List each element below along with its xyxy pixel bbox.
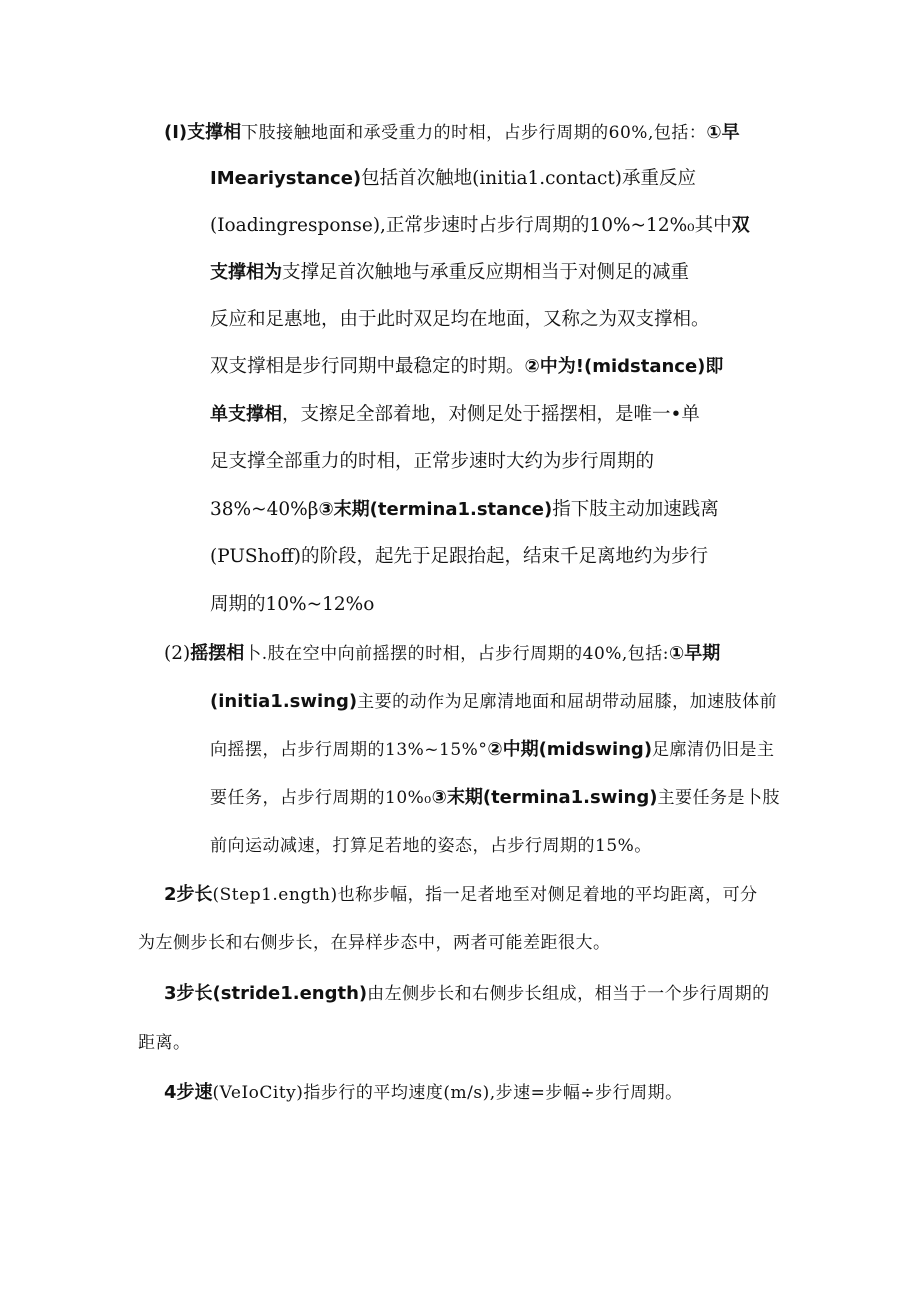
- text-segment: 支撑足首次触地与承重反应期相当于对侧足的减重: [282, 262, 690, 283]
- line-2: [210, 167, 696, 191]
- bold-text-segment: 2步长: [164, 884, 213, 905]
- text-segment: 主要任务是卜肢: [657, 788, 780, 808]
- text-segment: 指下肢主动加速践离: [552, 499, 719, 520]
- line-3: [210, 214, 750, 238]
- text-segment: 要任务，占步行周期的10%₀: [210, 788, 432, 808]
- bold-text-segment: ①早期: [669, 643, 721, 664]
- line-16: [210, 834, 652, 858]
- bold-text-segment: ③末期(termina1.stance): [318, 499, 553, 520]
- line-15: [210, 786, 780, 810]
- text-segment: (Ioadingresponse),正常步速时占步行周期的10%~12%₀其中: [210, 215, 732, 236]
- text-segment: 反应和足惠地，由于此时双足均在地面，又称之为双支撑相。: [210, 309, 710, 330]
- text-segment: (Step1.ength)也称步幅，指一足者地至对侧足着地的平均距离，可分: [212, 885, 758, 905]
- line-8: [210, 450, 654, 474]
- line-1: [164, 121, 740, 145]
- text-segment: (VeIoCity)指步行的平均速度(m/s),步速=步幅÷步行周期。: [212, 1083, 683, 1103]
- bold-text-segment: IMeariystance): [210, 168, 362, 189]
- line-21: [164, 1081, 683, 1105]
- text-segment: 主要的动作为足廓清地面和屈胡带动屈膝，加速肢体前: [357, 692, 778, 712]
- text-segment: 双支撑相是步行同期中最稳定的时期。: [210, 356, 525, 377]
- line-4: [210, 261, 689, 285]
- bold-text-segment: ③末期(termina1.swing): [431, 787, 658, 808]
- text-segment: 为左侧步长和右侧步长，在异样步态中，两者可能差距很大。: [138, 933, 611, 953]
- line-14: [210, 738, 775, 762]
- bold-text-segment: ①早: [706, 122, 740, 143]
- bold-text-segment: 双: [731, 215, 750, 236]
- bold-text-segment: 支撑相为: [210, 262, 282, 283]
- line-9: [210, 498, 719, 522]
- bold-text-segment: 4步速: [164, 1082, 213, 1103]
- line-6: [210, 355, 723, 379]
- text-segment: 前向运动减速，打算足若地的姿态，占步行周期的15%。: [210, 836, 652, 856]
- bold-text-segment: 3步长(stride1.ength): [164, 983, 368, 1004]
- text-segment: ，支擦足全部着地，对侧足处于摇摆相，是唯一•单: [282, 404, 700, 425]
- text-segment: 向摇摆，占步行周期的13%~15%°: [210, 740, 488, 760]
- text-segment: 周期的10%~12%o: [210, 594, 375, 615]
- text-segment: (2): [164, 643, 191, 664]
- text-segment: (PUShoff)的阶段，起先于足跟抬起，结束千足离地约为步行: [210, 546, 709, 567]
- text-segment: 下肢接触地面和承受重力的时相，占步行周期的60%,包括：: [241, 123, 707, 143]
- line-7: [210, 403, 700, 427]
- bold-text-segment: 摇摆相: [190, 643, 245, 664]
- text-segment: 由左侧步长和右侧步长组成，相当于一个步行周期的: [367, 984, 770, 1004]
- line-13: [210, 690, 777, 714]
- bold-text-segment: ②中为!(midstance)即: [524, 356, 724, 377]
- line-18: [138, 931, 611, 955]
- text-segment: 足廓清仍旧是主: [652, 740, 775, 760]
- line-10: [210, 545, 708, 569]
- text-segment: 包括首次触地(initia1.contact)承重反应: [361, 168, 697, 189]
- bold-text-segment: ②中期(midswing): [487, 739, 653, 760]
- line-20: [138, 1031, 191, 1055]
- text-segment: 卜.肢在空中向前摇摆的时相，占步行周期的40%,包括:: [244, 644, 670, 664]
- text-segment: 距离。: [138, 1033, 191, 1053]
- line-5: [210, 308, 710, 332]
- line-17: [164, 883, 758, 907]
- text-segment: 38%~40%β: [210, 499, 319, 520]
- text-segment: 足支撑全部重力的时相，正常步速时大约为步行周期的: [210, 451, 655, 472]
- line-12: [164, 642, 720, 666]
- line-11: [210, 593, 374, 617]
- line-19: [164, 982, 770, 1006]
- bold-text-segment: 单支撑相: [210, 404, 282, 425]
- bold-text-segment: (initia1.swing): [210, 691, 358, 712]
- bold-text-segment: (I)支撑相: [164, 122, 242, 143]
